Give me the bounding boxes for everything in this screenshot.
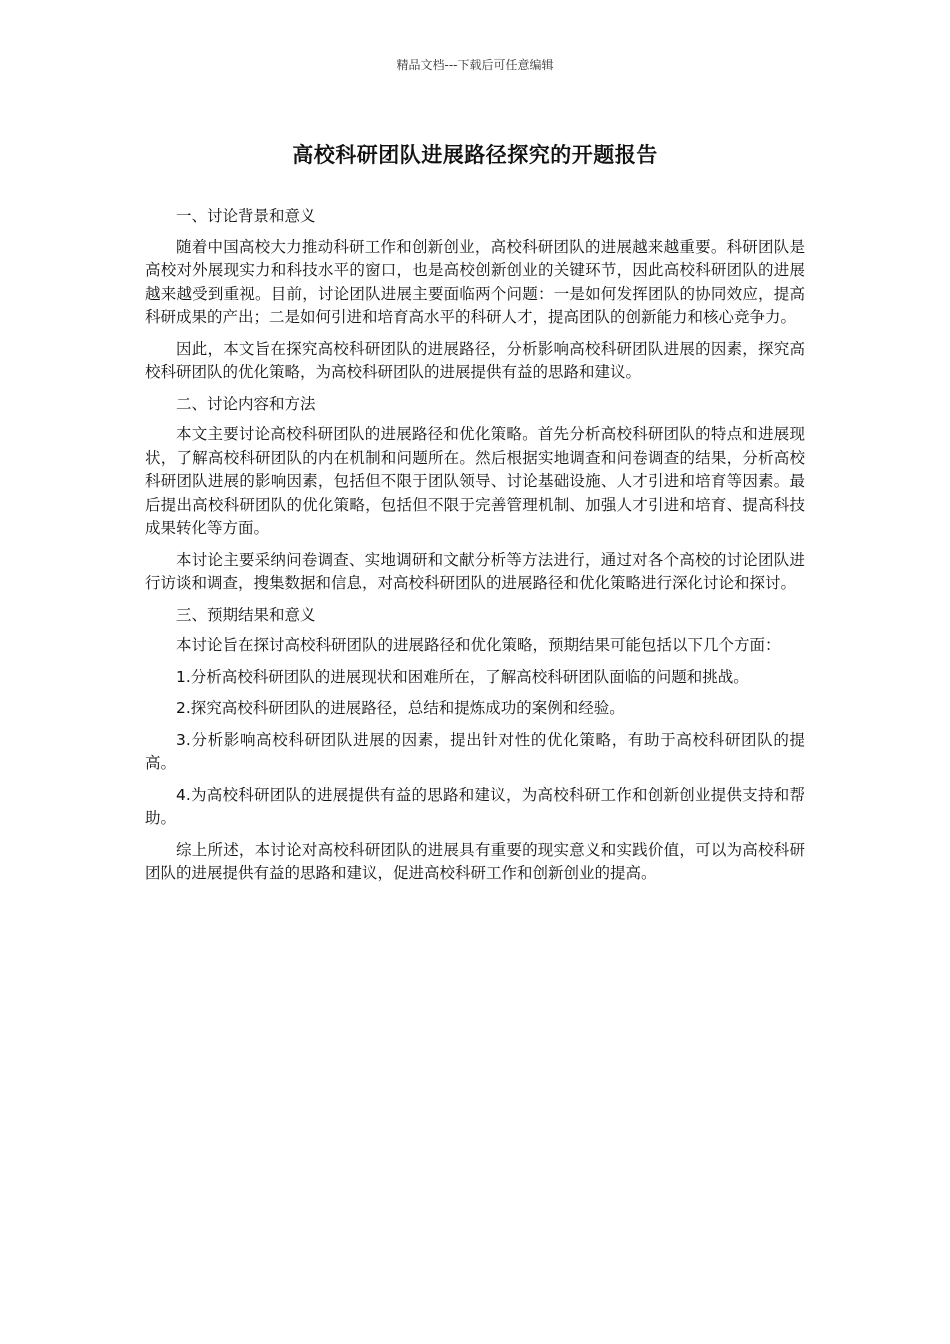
- document-title: 高校科研团队进展路径探究的开题报告: [292, 143, 658, 167]
- section-heading-expected-results: 三、预期结果和意义: [176, 605, 316, 624]
- section-heading-background: 一、讨论背景和意义: [176, 207, 316, 225]
- paragraph: 本文主要讨论高校科研团队的进展路径和优化策略。首先分析高校科研团队的特点和进展现状，了解高校科研团队的内在机制和问题所在。然后根据实地调查和问卷调查的结果，分析高校科研团队进展的影响因素，包括但不限于团队领导、讨论基础设施、人才引进和培育等因素。最后提出高校科研团队的优化策略，包括但不限于完善管理机制、加强人才引进和培育、提高科技成果转化等方面。: [145, 425, 805, 537]
- list-item: 3.分析影响高校科研团队进展的因素，提出针对性的优化策略，有助于高校科研团队的提高。: [145, 730, 805, 772]
- header-note: 精品文档---下载后可任意编辑: [396, 58, 554, 72]
- paragraph: 本讨论旨在探讨高校科研团队的进展路径和优化策略，预期结果可能包括以下几个方面：: [176, 636, 781, 654]
- section-heading-content-method: 二、讨论内容和方法: [176, 394, 316, 413]
- paragraph: 综上所述，本讨论对高校科研团队的进展具有重要的现实意义和实践价值，可以为高校科研团队的进展提供有益的思路和建议，促进高校科研工作和创新创业的提高。: [145, 840, 805, 882]
- list-item: 1.分析高校科研团队的进展现状和困难所在，了解高校科研团队面临的问题和挑战。: [176, 667, 749, 686]
- list-item: 4.为高校科研团队的进展提供有益的思路和建议，为高校科研工作和创新创业提供支持和帮助。: [145, 785, 805, 827]
- paragraph: 本讨论主要采纳问卷调查、实地调研和文献分析等方法进行，通过对各个高校的讨论团队进行访谈和调查，搜集数据和信息，对高校科研团队的进展路径和优化策略进行深化讨论和探讨。: [145, 550, 805, 592]
- paragraph: 因此，本文旨在探究高校科研团队的进展路径，分析影响高校科研团队进展的因素，探究高校科研团队的优化策略，为高校科研团队的进展提供有益的思路和建议。: [145, 339, 805, 381]
- list-item: 2.探究高校科研团队的进展路径，总结和提炼成功的案例和经验。: [176, 699, 625, 717]
- paragraph: 随着中国高校大力推动科研工作和创新创业，高校科研团队的进展越来越重要。科研团队是高校对外展现实力和科技水平的窗口，也是高校创新创业的关键环节，因此高校科研团队的进展越来越受到重视。目前，讨论团队进展主要面临两个问题：一是如何发挥团队的协同效应，提高科研成果的产出；二是如何引进和培育高水平的科研人才，提高团队的创新能力和核心竞争力。: [145, 237, 805, 326]
- document-body: [145, 205, 805, 894]
